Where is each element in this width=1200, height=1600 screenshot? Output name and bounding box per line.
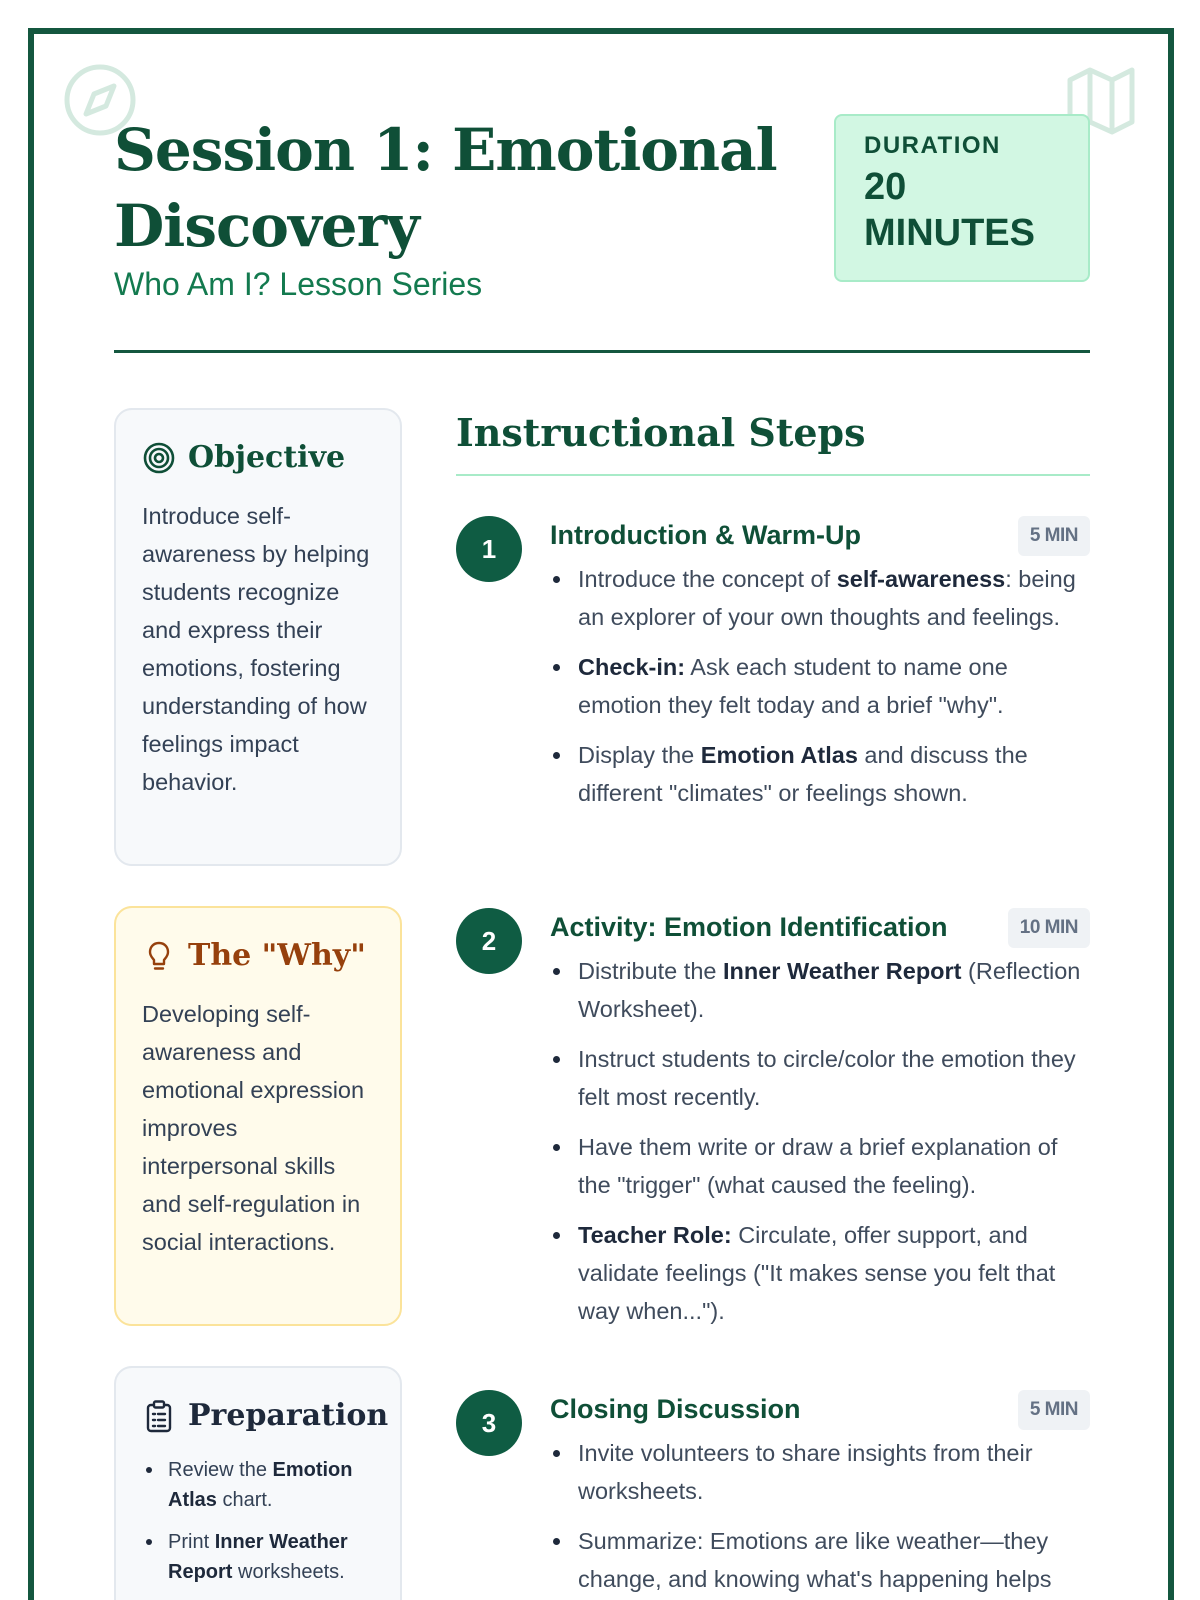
list-item: Teacher Role: Circulate, offer support, and validate feelings ("It makes sense you felt that way when..."). [550,1216,1090,1330]
list-item: Check-in: Ask each student to name one emotion they felt today and a brief "why". [550,648,1090,724]
step-number: 3 [456,1390,522,1456]
header-divider [114,350,1090,353]
list-item: Invite volunteers to share insights from their worksheets. [550,1434,1090,1510]
step-title: Closing Discussion [550,1394,801,1424]
steps-divider [456,474,1090,476]
step-title: Introduction & Warm-Up [550,520,861,550]
preparation-card [114,1366,402,1600]
list-item: Distribute the Inner Weather Report (Reflection Worksheet). [550,952,1090,1028]
list-item: Print Inner Weather Report worksheets. [142,1527,374,1587]
objective-title: Objective [188,440,346,475]
why-title: The "Why" [188,938,366,973]
preparation-list [142,1455,374,1587]
step-list [550,952,1090,1330]
page-title: Session 1: Emotional Discovery [114,116,777,260]
why-text: Developing self-awareness and emotional expression improves interpersonal skills and self-regulation in social interactions. [142,1001,365,1255]
target-icon [142,441,176,475]
list-item: Display the Emotion Atlas and discuss the different "climates" or feelings shown. [550,736,1090,812]
step-number: 1 [456,516,522,582]
objective-text: Introduce self-awareness by helping students recognize and express their emotions, fostering understanding of how feelings impact behavior. [142,503,370,795]
duration-badge: 5 MIN [1018,1390,1090,1430]
objective-card [114,408,402,866]
duration-value: 20 MINUTES [864,166,1035,254]
step-list [550,560,1090,812]
step-number: 2 [456,908,522,974]
why-card [114,906,402,1326]
duration-label: DURATION [864,132,1001,159]
list-item: Summarize: Emotions are like weather—they change, and knowing what's happening helps [550,1522,1090,1598]
duration-box [834,114,1090,282]
lightbulb-icon [142,939,176,973]
duration-badge: 10 MIN [1008,908,1090,948]
step-list [550,1434,1090,1598]
steps-heading: Instructional Steps [456,410,866,455]
preparation-title: Preparation [188,1398,389,1433]
duration-badge: 5 MIN [1018,516,1090,556]
page-subtitle: Who Am I? Lesson Series [114,266,483,302]
list-item: Review the Emotion Atlas chart. [142,1455,374,1515]
step-title: Activity: Emotion Identification [550,912,948,942]
list-item: Have them write or draw a brief explanation of the "trigger" (what caused the feeling). [550,1128,1090,1204]
list-item: Instruct students to circle/color the emotion they felt most recently. [550,1040,1090,1116]
list-item: Introduce the concept of self-awareness: being an explorer of your own thoughts and feelings. [550,560,1090,636]
clipboard-icon [142,1399,176,1433]
